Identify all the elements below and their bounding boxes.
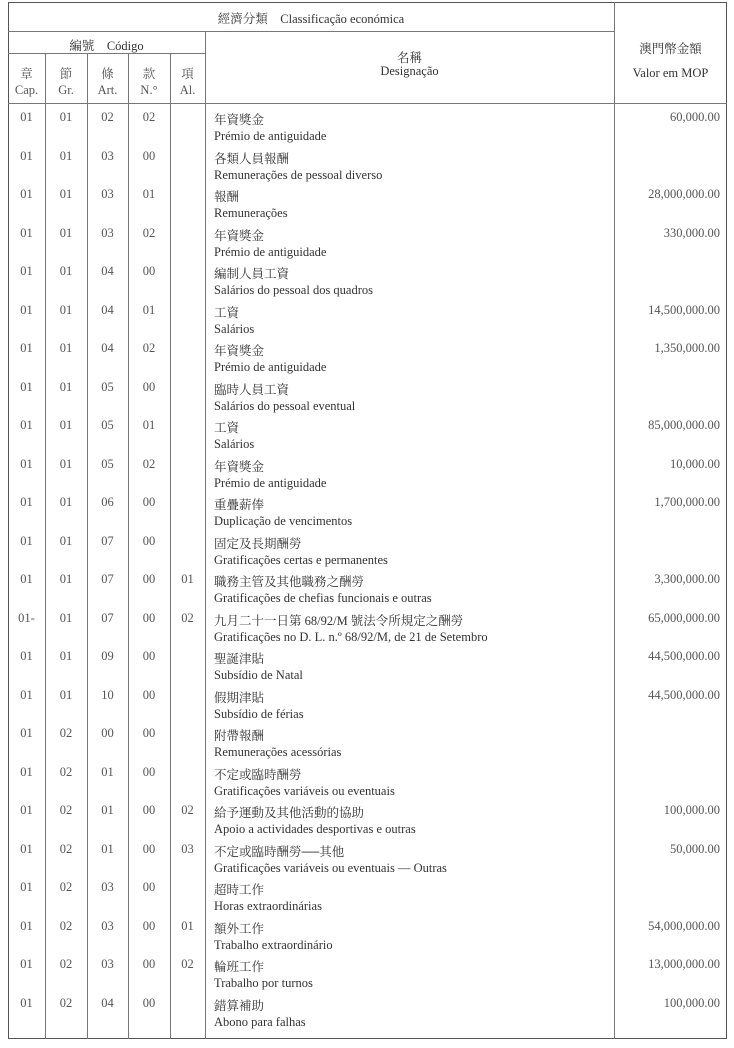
code-cell: 01: [20, 110, 33, 124]
designation-cn: 報酬: [214, 190, 240, 204]
code-cell: 03: [101, 918, 114, 933]
designation-cn: 重疊薪俸: [214, 498, 265, 512]
code-cell: 02: [142, 110, 156, 124]
code-cell: 01: [20, 379, 33, 394]
code-cell: 02: [181, 610, 194, 625]
designation-cn: 工資: [214, 305, 240, 320]
designation-pt: Trabalho extraordinário: [214, 937, 333, 952]
column-heading-cn: 款: [142, 67, 156, 81]
code-cell: 03: [101, 957, 114, 971]
code-cell: 01: [142, 187, 156, 201]
designation-pt: Horas extraordinárias: [214, 899, 322, 913]
code-cell: 04: [101, 995, 114, 1010]
value-cell: 54,000,000.00: [648, 918, 720, 933]
value-cell: 100,000.00: [663, 803, 720, 817]
code-cell: 01: [20, 572, 33, 586]
designation-pt: Salários do pessoal eventual: [214, 398, 356, 413]
code-cell: 01: [20, 918, 33, 933]
code-cell: 01: [101, 841, 114, 856]
code-cell: 00: [142, 264, 156, 278]
code-cell: 02: [101, 110, 114, 124]
code-cell: 01: [142, 418, 156, 432]
designation-pt: Gratificações variáveis ou eventuais — Outras: [214, 860, 447, 875]
value-cell: 60,000.00: [670, 110, 720, 124]
code-heading: 編號 Código: [69, 39, 144, 53]
designation-cn: 臨時人員工資: [214, 382, 290, 397]
code-cell: 01: [20, 302, 33, 317]
code-cell: 10: [101, 687, 114, 702]
designation-pt: Prémio de antiguidade: [214, 360, 327, 374]
code-cell: 00: [142, 610, 156, 625]
designation-pt: Subsídio de férias: [214, 706, 304, 721]
code-cell: 00: [142, 687, 156, 702]
value-cell: 44,500,000.00: [648, 687, 720, 702]
code-cell: 01: [20, 148, 33, 163]
value-cell: 50,000.00: [670, 841, 720, 856]
designation-cn: 給予運動及其他活動的協助: [214, 806, 365, 820]
code-cell: 01: [59, 572, 73, 586]
designation-pt: Gratificações variáveis ou eventuais: [214, 783, 395, 798]
designation-cn: 額外工作: [214, 921, 265, 936]
divider: [205, 31, 206, 1039]
code-cell: 01: [59, 418, 73, 432]
code-cell: 03: [101, 187, 114, 201]
code-cell: 03: [101, 880, 114, 894]
code-cell: 00: [142, 533, 156, 548]
code-cell: 00: [142, 495, 156, 509]
designation-cn: 九月二十一日第 68/92/M 號法令所規定之酬勞: [214, 613, 464, 628]
designation-pt: Salários do pessoal dos quadros: [214, 283, 374, 297]
code-cell: 01: [59, 264, 73, 278]
column-heading-pt: Gr.: [58, 83, 74, 97]
designation-cn: 錯算補助: [214, 998, 265, 1013]
code-cell: 00: [142, 726, 156, 740]
designation-heading-pt: Designação: [380, 64, 439, 78]
designation-pt: Subsídio de Natal: [214, 668, 303, 682]
code-cell: 01: [20, 687, 33, 702]
designation-pt: Remunerações acessórias: [214, 745, 342, 759]
column-heading-cn: 條: [101, 67, 114, 81]
value-cell: 10,000.00: [670, 456, 720, 471]
code-cell: 01: [20, 456, 33, 471]
code-cell: 01: [59, 302, 73, 317]
code-cell: 01: [181, 918, 194, 933]
code-cell: 01: [59, 649, 73, 663]
code-cell: 05: [101, 418, 114, 432]
designation-cn: 不定或臨時酬勞──其他: [214, 844, 345, 859]
code-cell: 01: [20, 880, 33, 894]
value-heading-pt: Valor em MOP: [632, 66, 709, 80]
value-cell: 85,000,000.00: [648, 418, 720, 432]
code-cell: 02: [59, 880, 73, 894]
value-cell: 3,300,000.00: [654, 572, 720, 586]
code-cell: 01: [20, 341, 33, 355]
code-cell: 00: [142, 148, 156, 163]
code-cell: 00: [142, 957, 156, 971]
code-cell: 01: [20, 995, 33, 1010]
designation-pt: Gratificações no D. L. n.º 68/92/M, de 21 de Setembro: [214, 629, 488, 644]
code-cell: 01: [142, 302, 156, 317]
designation-cn: 年資獎金: [214, 113, 265, 127]
code-cell: 01: [20, 803, 33, 817]
code-cell: 00: [142, 649, 156, 663]
column-heading-pt: N.°: [140, 83, 158, 97]
designation-pt: Prémio de antiguidade: [214, 244, 327, 259]
designation-cn: 不定或臨時酬勞: [214, 767, 302, 782]
designation-cn: 假期津貼: [214, 690, 265, 705]
value-cell: 330,000.00: [663, 225, 720, 240]
code-cell: 00: [142, 880, 156, 894]
code-cell: 07: [101, 610, 114, 625]
code-cell: 09: [101, 649, 114, 663]
column-heading-pt: Al.: [179, 83, 196, 97]
code-cell: 00: [142, 572, 156, 586]
designation-pt: Gratificações de chefias funcionais e outras: [214, 591, 432, 605]
divider: [8, 31, 614, 32]
code-cell: 01: [59, 533, 73, 548]
code-cell: 01: [59, 187, 73, 201]
designation-cn: 工資: [214, 421, 240, 435]
column-heading-cn: 項: [181, 67, 194, 81]
designation-pt: Remunerações: [214, 206, 288, 220]
code-cell: 00: [142, 803, 156, 817]
code-cell: 03: [101, 225, 114, 240]
code-cell: 02: [181, 957, 194, 971]
code-cell: 01: [20, 418, 33, 432]
value-cell: 100,000.00: [663, 995, 720, 1010]
code-cell: 01-: [18, 610, 35, 625]
value-cell: 1,700,000.00: [654, 495, 720, 509]
code-cell: 00: [142, 918, 156, 933]
code-cell: 01: [59, 110, 73, 124]
code-cell: 01: [59, 610, 73, 625]
designation-pt: Remunerações de pessoal diverso: [214, 167, 383, 182]
designation-cn: 聖誕津貼: [214, 652, 265, 666]
code-cell: 04: [101, 302, 114, 317]
code-cell: 02: [59, 995, 73, 1010]
code-cell: 01: [20, 726, 33, 740]
designation-pt: Prémio de antiguidade: [214, 475, 327, 490]
code-cell: 01: [20, 495, 33, 509]
code-cell: 01: [181, 572, 194, 586]
code-cell: 00: [142, 995, 156, 1010]
value-cell: 13,000,000.00: [648, 957, 720, 971]
code-cell: 01: [59, 456, 73, 471]
designation-heading-cn: 名稱: [396, 51, 422, 65]
code-cell: 01: [59, 341, 73, 355]
divider: [170, 53, 171, 1039]
classification-heading: 經濟分類 Classificação económica: [217, 12, 405, 26]
code-cell: 04: [101, 341, 114, 355]
code-cell: 01: [59, 687, 73, 702]
designation-cn: 固定及長期酬勞: [214, 536, 302, 551]
designation-pt: Gratificações certas e permanentes: [214, 552, 388, 567]
value-cell: 65,000,000.00: [648, 610, 720, 625]
code-cell: 02: [59, 764, 73, 779]
code-cell: 02: [142, 225, 156, 240]
code-cell: 01: [59, 148, 73, 163]
code-cell: 04: [101, 264, 114, 278]
code-cell: 02: [59, 803, 73, 817]
code-cell: 01: [20, 533, 33, 548]
code-cell: 02: [142, 341, 156, 355]
column-heading-cn: 節: [59, 67, 73, 81]
code-cell: 02: [59, 841, 73, 856]
column-heading-pt: Art.: [97, 83, 118, 97]
column-heading-pt: Cap.: [14, 83, 39, 97]
code-cell: 01: [20, 841, 33, 856]
code-cell: 01: [59, 225, 73, 240]
designation-cn: 年資獎金: [214, 344, 265, 358]
designation-pt: Salários: [214, 437, 255, 451]
designation-pt: Abono para falhas: [214, 1014, 306, 1029]
designation-cn: 附帶報酬: [214, 729, 265, 743]
code-cell: 01: [101, 764, 114, 779]
code-cell: 00: [101, 726, 114, 740]
value-cell: 1,350,000.00: [654, 341, 720, 355]
code-cell: 01: [59, 495, 73, 509]
code-cell: 02: [59, 957, 73, 971]
value-cell: 44,500,000.00: [648, 649, 720, 663]
code-cell: 03: [101, 148, 114, 163]
value-cell: 14,500,000.00: [648, 302, 720, 317]
divider: [8, 103, 727, 104]
value-cell: 28,000,000.00: [648, 187, 720, 201]
code-cell: 01: [59, 379, 73, 394]
code-cell: 01: [101, 803, 114, 817]
code-cell: 01: [20, 764, 33, 779]
designation-cn: 各類人員報酬: [214, 151, 290, 166]
code-cell: 00: [142, 764, 156, 779]
designation-pt: Duplicação de vencimentos: [214, 514, 353, 528]
code-cell: 02: [142, 456, 156, 471]
code-cell: 02: [181, 803, 194, 817]
designation-cn: 超時工作: [214, 883, 265, 897]
divider: [614, 2, 615, 1039]
code-cell: 02: [59, 726, 73, 740]
code-cell: 07: [101, 572, 114, 586]
code-cell: 06: [101, 495, 114, 509]
code-cell: 05: [101, 456, 114, 471]
code-cell: 05: [101, 379, 114, 394]
designation-cn: 年資獎金: [214, 459, 265, 474]
designation-pt: Apoio a actividades desportivas e outras: [214, 822, 416, 836]
designation-pt: Prémio de antiguidade: [214, 129, 327, 143]
code-cell: 01: [20, 649, 33, 663]
value-heading-cn: 澳門幣金額: [639, 42, 702, 56]
code-cell: 01: [20, 225, 33, 240]
designation-cn: 年資獎金: [214, 228, 265, 243]
designation-pt: Salários: [214, 321, 255, 336]
code-cell: 03: [181, 841, 194, 856]
code-cell: 00: [142, 841, 156, 856]
designation-cn: 職務主管及其他職務之酬勞: [214, 575, 365, 589]
code-cell: 07: [101, 533, 114, 548]
code-cell: 00: [142, 379, 156, 394]
code-cell: 01: [20, 957, 33, 971]
code-cell: 01: [20, 187, 33, 201]
code-cell: 01: [20, 264, 33, 278]
designation-cn: 編制人員工資: [214, 267, 290, 281]
designation-pt: Trabalho por turnos: [214, 976, 313, 990]
column-heading-cn: 章: [20, 67, 33, 81]
designation-cn: 輪班工作: [214, 960, 265, 974]
code-cell: 02: [59, 918, 73, 933]
